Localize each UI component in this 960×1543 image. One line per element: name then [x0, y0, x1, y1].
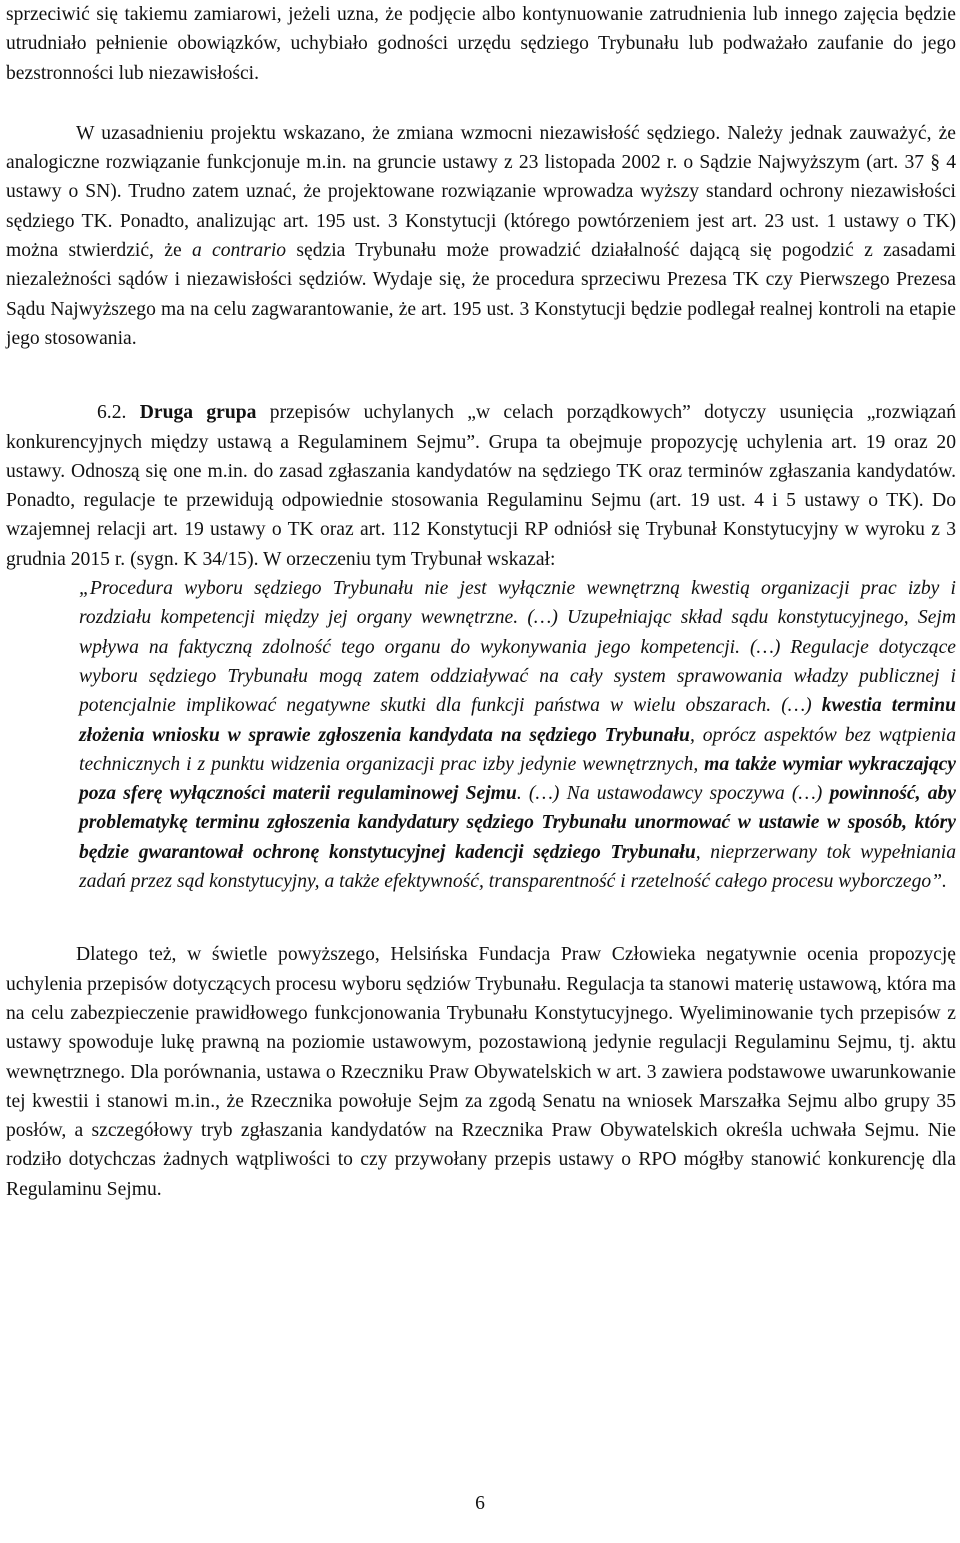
paragraph-text: sprzeciwić się takiemu zamiarowi, jeżeli uzna, że podjęcie albo kontynuowanie zatrudnienia lub innego zajęcia będzie utrudniało pełnienie obowiązków, uchybiało godności urzędu sędziego Trybunału lub podważało zaufanie do jego bezstronności lub niezawisłości. — [6, 4, 956, 84]
quote-bold: powinność, aby problematykę terminu zgłoszenia kandydatury sędziego Trybunału unormować w ustawie w sposób, który będzie gwarantował ochronę konstytucyjnej kadencji sędziego Trybunału — [79, 783, 956, 863]
text-run: 4 ustawy o SN). Trudno zatem uznać, że projektowane rozwiązanie wprowadza wyższy standard ochrony niezawisłości sędziego TK. Ponadto, analizując art. 195 ust. 3 Konstytucji (którego powtórzeniem jest art. 23 ust. 1 ustawy o TK) można stwierdzić, że — [6, 152, 956, 262]
latin-phrase: a contrario — [191, 240, 287, 262]
paragraph-justification — [6, 119, 956, 353]
text-run: W uzasadnieniu projektu wskazano, że zmiana wzmocni niezawisłość sędziego. Należy jednak zauważyć, że analogiczne rozwiązanie funkcjonuje m.in. na gruncie ustawy z 23 listopada 2002 r. o Sądzie Najwyższym (art. 37 — [6, 122, 956, 174]
paragraph-conclusion — [6, 940, 956, 1204]
quote-text: , nieprzerwany tok wypełniania zadań przez sąd konstytucyjny, a także efektywność, transparentność i rzetelność całego procesu wyborczego”. — [79, 841, 956, 893]
text-run: przepisów uchylanych „w celach porządkowych” dotyczy usunięcia „rozwiązań konkurencyjnych między ustawą a Regulaminem Sejmu”. Grupa ta obejmuje propozycję uchylenia art. 19 oraz 20 ustawy. Odnoszą się one m.in. do zasad zgłaszania kandydatów na sędziego TK oraz terminów zgłaszania kandydatów. Ponadto, regulacje te przewidują odpowiednie stosowania Regulaminu Sejmu (art. 19 ust. 4 i 5 ustawy o TK). Do wzajemnej relacji art. 19 ustawy o TK oraz art. 112 Konstytucji RP odniósł się Trybunał Konstytucyjny w wyroku z 3 grudnia 2015 r. (sygn. K 34/15). W orzeczeniu tym Trybunał wskazał: — [6, 402, 956, 570]
paragraph-section-6-2 — [6, 398, 956, 574]
court-quote — [79, 574, 956, 896]
document-page — [6, 0, 956, 1204]
quote-text: , oprócz aspektów bez wątpienia technicznych i z punktu widzenia organizacji prac izby jedynie wewnętrznych, — [79, 724, 956, 775]
paragraph-text: Dlatego też, w świetle powyższego, Helsińska Fundacja Praw Człowieka negatywnie ocenia propozycję uchylenia przepisów dotyczących procesu wyboru sędziów Trybunału. Regulacja ta stanowi materię ustawową, która ma na celu zabezpieczenie prawidłowego funkcjonowania Trybunału Konstytucyjnego. Wyeliminowanie tych przepisów z ustawy spowoduje lukę prawną na poziomie ustawowym, pozostawioną jedynie regulacji Regulaminu Sejmu, tj. aktu wewnętrznego. Dla porównania, ustawa o Rzeczniku Praw Obywatelskich w art. 3 zawiera podstawowe uwarunkowanie tej kwestii i stanowi m.in., że Rzecznika powołuje Sejm za zgodą Senatu na wniosek Marszałka Sejmu albo grupy 35 posłów, a szczegółowy tryb zgłaszania kandydatów na Rzecznika Praw Obywatelskich określa uchwała Sejmu. Nie rodziło dotychczas żadnych wątpliwości to czy przywołany przepis ustawy o RPO mógłby stanowić konkurencję dla Regulaminu Sejmu. — [6, 944, 956, 1200]
section-number: 6.2. — [97, 402, 127, 424]
quote-text: „Procedura wyboru sędziego Trybunału nie jest wyłącznie wewnętrzną kwestią organizacji prac izby i rozdziału kompetencji między jej organy wewnętrzne. (…) Uzupełniając skład sądu konstytucyjnego, Sejm wpływa na faktyczną zdolność tego organu do wykonywania jego kompetencji. (…) Regulacje dotyczące wyboru sędziego Trybunału mogą zatem oddziaływać na cały system sprawowania władzy publicznej i potencjalnie implikować negatywne skutki dla funkcji państwa w wielu obszarach. (…) — [79, 578, 956, 717]
section-heading-bold: Druga grupa — [139, 402, 257, 424]
quote-bold: kwestia terminu złożenia wniosku w sprawie zgłoszenia kandydata na sędziego Trybunału — [79, 695, 957, 746]
section-sign: § — [930, 152, 941, 174]
page-number: 6 — [475, 1493, 485, 1514]
text-run: sędzia Trybunału może prowadzić działalność dającą się pogodzić z zasadami niezależności sądów i niezawisłości sędziów. Wydaje się, że procedura sprzeciwu Prezesa TK czy Pierwszego Prezesa Sądu Najwyższego ma na celu zagwarantowanie, że art. 195 ust. 3 Konstytucji będzie podlegał realnej kontroli na etapie jego stosowania. — [6, 240, 957, 349]
paragraph-continuation — [6, 0, 956, 88]
quote-bold: ma także wymiar wykraczający poza sferę wyłączności materii regulaminowej Sejmu — [79, 753, 957, 805]
quote-text: . (…) Na ustawodawcy spoczywa (…) — [516, 783, 830, 805]
